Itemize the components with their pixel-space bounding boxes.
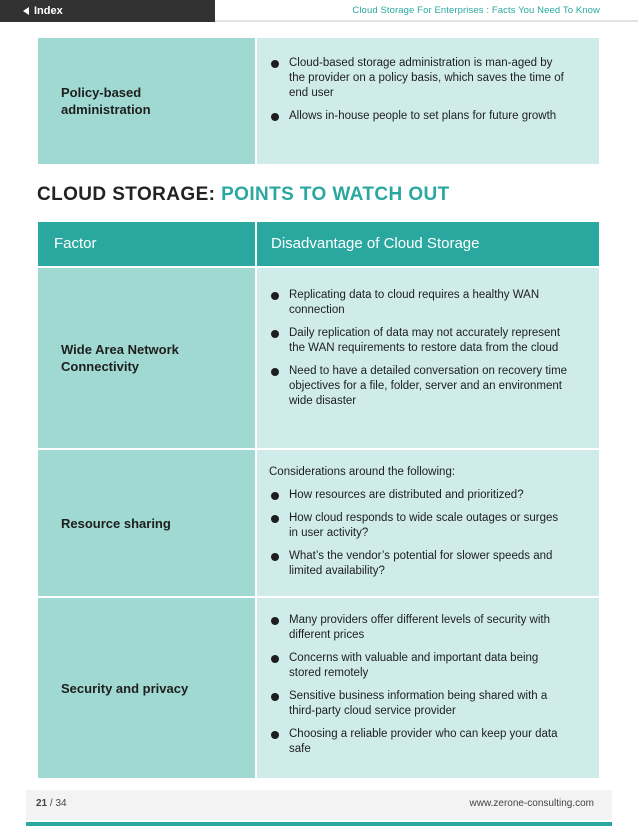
bullet-item: Concerns with valuable and important data being stored remotely (269, 651, 569, 681)
bullet-dot-icon (271, 292, 279, 300)
factor-cell (38, 268, 255, 448)
factor-label: Security and privacy (61, 680, 189, 696)
bullet-dot-icon (271, 731, 279, 739)
page-current: 21 (36, 798, 48, 809)
column-header-disadvantage: Disadvantage of Cloud Storage (257, 222, 599, 266)
bullet-dot-icon (271, 693, 279, 701)
table-row-security (38, 598, 599, 778)
table-row-wan (38, 268, 599, 448)
footer-accent-line (26, 822, 612, 826)
factor-label: Wide Area Network Connectivity (61, 342, 179, 374)
bullet-dot-icon (271, 330, 279, 338)
bullet-item: Daily replication of data may not accurately represent the WAN requirements to restore data from the cloud (269, 326, 569, 356)
table-row-resource-sharing (38, 450, 599, 596)
index-label: Index (34, 5, 63, 17)
document-title: Cloud Storage For Enterprises : Facts You Need To Know (352, 5, 600, 16)
bullet-dot-icon (271, 553, 279, 561)
factor-cell (38, 38, 255, 164)
bullet-item: How cloud responds to wide scale outages or surges in user activity? (269, 511, 569, 541)
bullet-item: Sensitive business information being shared with a third-party cloud service provider (269, 689, 569, 719)
bullet-item: Replicating data to cloud requires a healthy WAN connection (269, 288, 569, 318)
index-button[interactable] (0, 0, 215, 22)
table-row-policy (38, 38, 599, 164)
bullet-dot-icon (271, 60, 279, 68)
bullet-dot-icon (271, 113, 279, 121)
section-title-accent: POINTS TO WATCH OUT (221, 184, 450, 205)
bullet-dot-icon (271, 368, 279, 376)
top-bar (0, 0, 638, 22)
left-arrow-icon (23, 7, 29, 15)
page-separator: / (47, 798, 56, 809)
bullet-item: Choosing a reliable provider who can keep your data safe (269, 727, 569, 757)
bullet-item: Allows in-house people to set plans for future growth (269, 109, 569, 124)
section-title-dark: CLOUD STORAGE: (37, 184, 216, 205)
bullet-dot-icon (271, 492, 279, 500)
bullet-dot-icon (271, 655, 279, 663)
description-cell (257, 598, 599, 778)
bullet-item: How resources are distributed and prioritized? (269, 488, 569, 503)
column-header-factor: Factor (38, 222, 255, 266)
bullet-dot-icon (271, 617, 279, 625)
section-heading (37, 184, 450, 206)
factor-label: Resource sharing (61, 515, 171, 531)
considerations-intro: Considerations around the following: (269, 466, 456, 478)
page-total: 34 (55, 798, 67, 809)
factor-label: Policy-based administration (61, 85, 151, 117)
factor-cell (38, 598, 255, 778)
bullet-item: Need to have a detailed conversation on recovery time objectives for a file, folder, server and an environment wide disaster (269, 364, 569, 409)
bullet-item: Many providers offer different levels of security with different prices (269, 613, 569, 643)
page-number (36, 798, 67, 809)
bullet-item: What’s the vendor’s potential for slower speeds and limited availability? (269, 549, 569, 579)
description-cell (257, 38, 599, 164)
table-header (38, 222, 599, 266)
bullet-dot-icon (271, 515, 279, 523)
website-link[interactable]: www.zerone-consulting.com (469, 798, 594, 809)
description-cell (257, 268, 599, 448)
bullet-item: Cloud-based storage administration is man-aged by the provider on a policy basis, which saves the time of end user (269, 56, 569, 101)
description-cell (257, 450, 599, 596)
factor-cell (38, 450, 255, 596)
